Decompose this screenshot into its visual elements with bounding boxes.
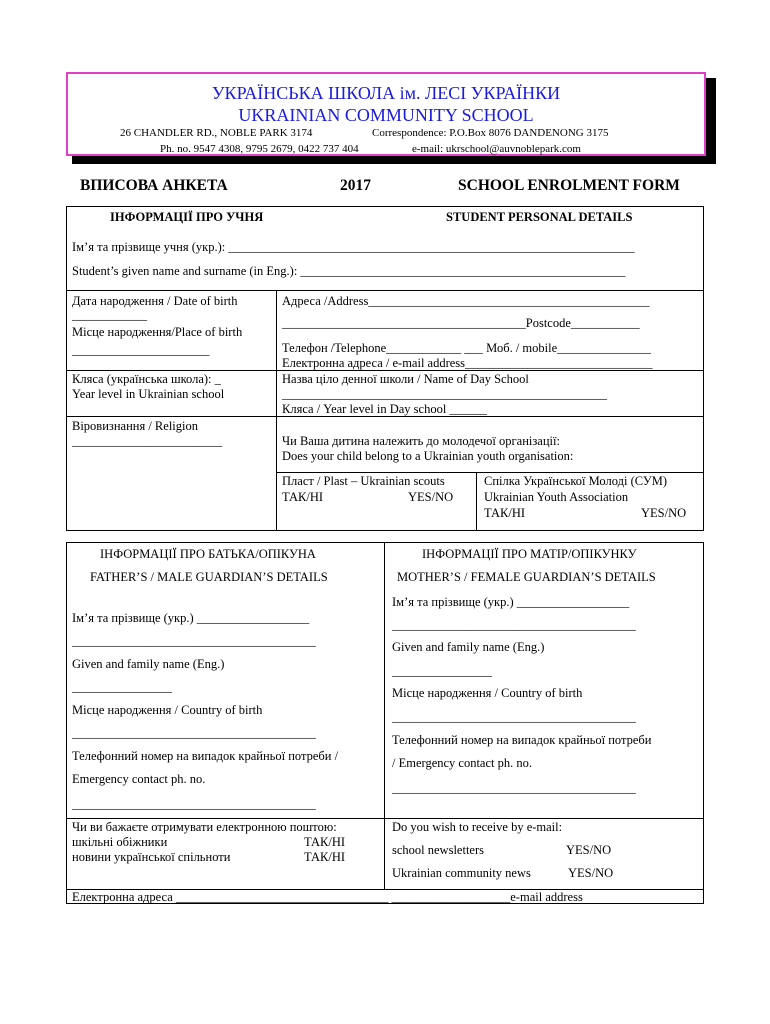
divider xyxy=(66,290,704,291)
email-pref-question-uk: Чи ви бажаєте отримувати електронною поштою: xyxy=(72,820,337,834)
divider xyxy=(384,542,385,889)
plast-tak[interactable]: ТАК/НІ xyxy=(282,490,324,504)
school-header xyxy=(66,72,706,156)
father-name-uk-line[interactable]: _______________________________________ xyxy=(72,634,316,648)
student-heading-uk: ІНФОРМАЦІЇ ПРО УЧНЯ xyxy=(110,210,264,224)
newsletters-en-label: school newsletters xyxy=(392,843,484,857)
divider xyxy=(276,472,704,473)
sum-label-uk: Спілка Української Молоді (СУМ) xyxy=(484,474,668,488)
religion-label: Віровизнання / Religion xyxy=(72,419,198,433)
form-title-en: SCHOOL ENROLMENT FORM xyxy=(458,177,680,194)
student-heading-en: STUDENT PERSONAL DETAILS xyxy=(446,210,633,224)
day-school-field[interactable]: ____________________________________________________ xyxy=(282,387,607,401)
father-emergency-field[interactable]: _______________________________________ xyxy=(72,797,316,811)
father-name-uk-field[interactable]: Ім’я та прізвище (укр.) __________________ xyxy=(72,611,310,625)
address-field[interactable]: Адреса /Address_____________________________________________ xyxy=(282,294,650,308)
father-name-en-label: Given and family name (Eng.) xyxy=(72,657,225,671)
community-uk-choice[interactable]: ТАК/НІ xyxy=(304,850,346,864)
contact-email-field[interactable]: Електронна адреса __________________________________ ___________________e-mail address xyxy=(72,890,583,904)
mother-pob-field[interactable]: _______________________________________ xyxy=(392,710,636,724)
telephone-field[interactable]: Телефон /Telephone____________ ___ Моб. / mobile_______________ xyxy=(282,341,651,355)
school-phone: Ph. no. 9547 4308, 9795 2679, 0422 737 404 xyxy=(160,143,359,155)
father-heading-uk: ІНФОРМАЦІЇ ПРО БАТЬКА/ОПІКУНА xyxy=(100,547,316,561)
school-email: e-mail: ukrschool@auvnoblepark.com xyxy=(412,143,581,155)
youth-question-en: Does your child belong to a Ukrainian youth organisation: xyxy=(282,449,574,463)
sum-label-en: Ukrainian Youth Association xyxy=(484,490,629,504)
newsletters-uk-choice[interactable]: ТАК/НІ xyxy=(304,835,346,849)
email-field[interactable]: Електронна адреса / e-mail address______________________________ xyxy=(282,356,653,370)
dob-field[interactable]: ____________ xyxy=(72,308,147,322)
school-address: 26 CHANDLER RD., NOBLE PARK 3174 xyxy=(120,127,313,139)
divider xyxy=(476,472,477,531)
mother-name-uk-field[interactable]: Ім’я та прізвище (укр.) __________________ xyxy=(392,595,630,609)
community-en-choice[interactable]: YES/NO xyxy=(568,866,614,880)
community-uk-label: новини української спільноти xyxy=(72,850,231,864)
mother-name-en-field[interactable]: ________________ xyxy=(392,664,492,678)
mother-emergency-en: / Emergency contact ph. no. xyxy=(392,756,533,770)
mother-heading-uk: ІНФОРМАЦІЇ ПРО МАТІР/ОПІКУНКУ xyxy=(422,547,637,561)
form-year: 2017 xyxy=(340,177,371,194)
postcode-field[interactable]: _______________________________________Postcode___________ xyxy=(282,316,640,330)
student-name-uk-field[interactable]: Ім’я та прізвище учня (укр.): _________________________________________________________________ xyxy=(72,240,635,254)
form-title-uk: ВПИСОВА АНКЕТА xyxy=(80,177,228,194)
father-pob-label: Місце народження / Country of birth xyxy=(72,703,263,717)
divider xyxy=(276,290,277,531)
pob-field[interactable]: ______________________ xyxy=(72,343,210,357)
pob-label: Місце народження/Place of birth xyxy=(72,325,243,339)
day-school-label: Назва ціло денної школи / Name of Day School xyxy=(282,372,529,386)
divider xyxy=(66,416,704,417)
newsletters-en-choice[interactable]: YES/NO xyxy=(566,843,612,857)
mother-name-uk-line[interactable]: _______________________________________ xyxy=(392,618,636,632)
mother-emergency-field[interactable]: _______________________________________ xyxy=(392,781,636,795)
newsletters-uk-label: шкільні обіжники xyxy=(72,835,168,849)
mother-emergency-uk: Телефонний номер на випадок крайньої потреби xyxy=(392,733,652,747)
father-emergency-en: Emergency contact ph. no. xyxy=(72,772,206,786)
plast-yes-no[interactable]: YES/NO xyxy=(408,490,454,504)
community-en-label: Ukrainian community news xyxy=(392,866,531,880)
email-pref-question-en: Do you wish to receive by e-mail: xyxy=(392,820,563,834)
class-uk-field[interactable]: Кляса (українська школа): _ xyxy=(72,372,221,386)
father-pob-field[interactable]: _______________________________________ xyxy=(72,726,316,740)
sum-yes-no[interactable]: YES/NO xyxy=(641,506,687,520)
youth-question-uk: Чи Ваша дитина належить до молодечої організації: xyxy=(282,434,560,448)
day-school-year-field[interactable]: Кляса / Year level in Day school ______ xyxy=(282,402,487,416)
school-name-uk: УКРАЇНСЬКА ШКОЛА ім. ЛЕСІ УКРАЇНКИ xyxy=(211,83,561,103)
plast-label: Пласт / Plast – Ukrainian scouts xyxy=(282,474,445,488)
mother-name-en-label: Given and family name (Eng.) xyxy=(392,640,545,654)
divider xyxy=(66,370,704,371)
school-name-en: UKRAINIAN COMMUNITY SCHOOL xyxy=(238,105,534,125)
father-emergency-uk: Телефонний номер на випадок крайньої потреби / xyxy=(72,749,339,763)
mother-pob-label: Місце народження / Country of birth xyxy=(392,686,583,700)
divider xyxy=(66,818,704,819)
mother-heading-en: MOTHER’S / FEMALE GUARDIAN’S DETAILS xyxy=(397,570,656,584)
religion-field[interactable]: ________________________ xyxy=(72,434,222,448)
dob-label: Дата народження / Date of birth xyxy=(72,294,238,308)
correspondence-address: Correspondence: P.O.Box 8076 DANDENONG 3175 xyxy=(372,127,609,139)
sum-tak[interactable]: ТАК/НІ xyxy=(484,506,526,520)
student-name-en-field[interactable]: Student’s given name and surname (in Eng.): ____________________________________________________ xyxy=(72,264,626,278)
father-heading-en: FATHER’S / MALE GUARDIAN’S DETAILS xyxy=(90,570,328,584)
father-name-en-field[interactable]: ________________ xyxy=(72,680,172,694)
class-en-label: Year level in Ukrainian school xyxy=(72,387,225,401)
